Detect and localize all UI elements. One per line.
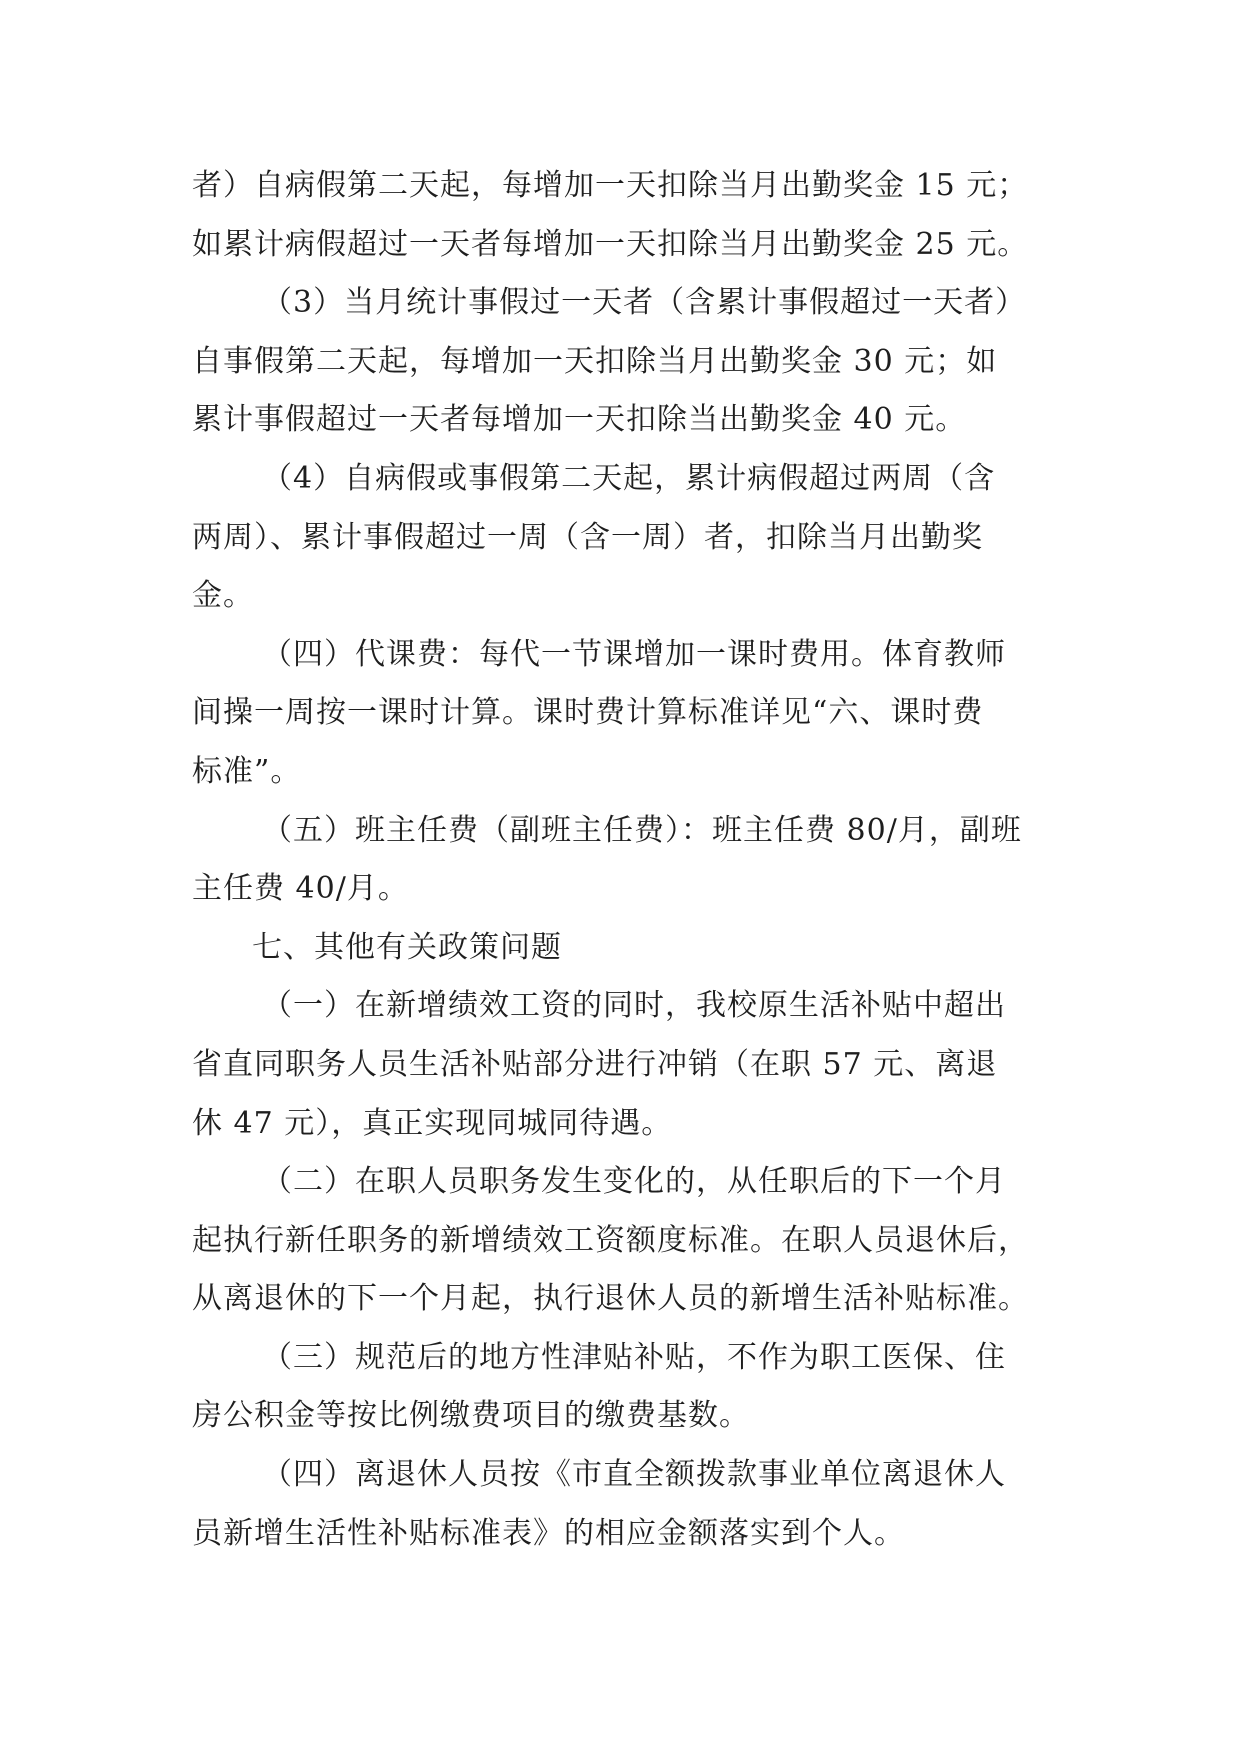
text-line: 两周）、累计事假超过一周（含一周）者，扣除当月出勤奖 <box>192 519 983 555</box>
text-line: 标准”。 <box>192 753 302 789</box>
text-line: 金。 <box>192 578 254 614</box>
document-body <box>192 157 1052 1563</box>
text-line: 起执行新任职务的新增绩效工资额度标准。在职人员退休后， <box>192 1222 1029 1258</box>
text-line: 自事假第二天起，每增加一天扣除当月出勤奖金 30 元；如 <box>192 343 998 379</box>
text-line: （4）自病假或事假第二天起，累计病假超过两周（含 <box>262 460 996 496</box>
text-line: （二）在职人员职务发生变化的，从任职后的下一个月 <box>262 1164 1006 1200</box>
text-line: 者）自病假第二天起，每增加一天扣除当月出勤奖金 15 元； <box>192 168 1029 203</box>
text-line: 员新增生活性补贴标准表》的相应金额落实到个人。 <box>192 1515 905 1551</box>
text-line: 如累计病假超过一天者每增加一天扣除当月出勤奖金 25 元。 <box>192 226 1029 262</box>
text-line: 从离退休的下一个月起，执行退休人员的新增生活补贴标准。 <box>192 1281 1029 1317</box>
text-line: 主任费 40/月。 <box>192 871 409 907</box>
text-line: （三）规范后的地方性津贴补贴，不作为职工医保、住 <box>262 1339 1006 1375</box>
text-line: （3）当月统计事假过一天者（含累计事假超过一天者） <box>262 285 1027 321</box>
text-line: （一）在新增绩效工资的同时，我校原生活补贴中超出 <box>262 988 1006 1024</box>
text-line: （四）离退休人员按《市直全额拨款事业单位离退休人 <box>262 1457 1006 1493</box>
text-line: 累计事假超过一天者每增加一天扣除当出勤奖金 40 元。 <box>192 402 967 438</box>
text-line: 房公积金等按比例缴费项目的缴费基数。 <box>192 1398 750 1434</box>
text-line: （四）代课费：每代一节课增加一课时费用。体育教师 <box>262 636 1006 672</box>
text-line: 间操一周按一课时计算。课时费计算标准详见“六、课时费 <box>192 695 984 731</box>
text-line: 省直同职务人员生活补贴部分进行冲销（在职 57 元、离退 <box>192 1046 998 1082</box>
text-line: （五）班主任费（副班主任费）：班主任费 80/月，副班 <box>262 812 1022 848</box>
section-heading: 七、其他有关政策问题 <box>252 929 562 965</box>
text-line: 休 47 元），真正实现同城同待遇。 <box>192 1105 673 1141</box>
